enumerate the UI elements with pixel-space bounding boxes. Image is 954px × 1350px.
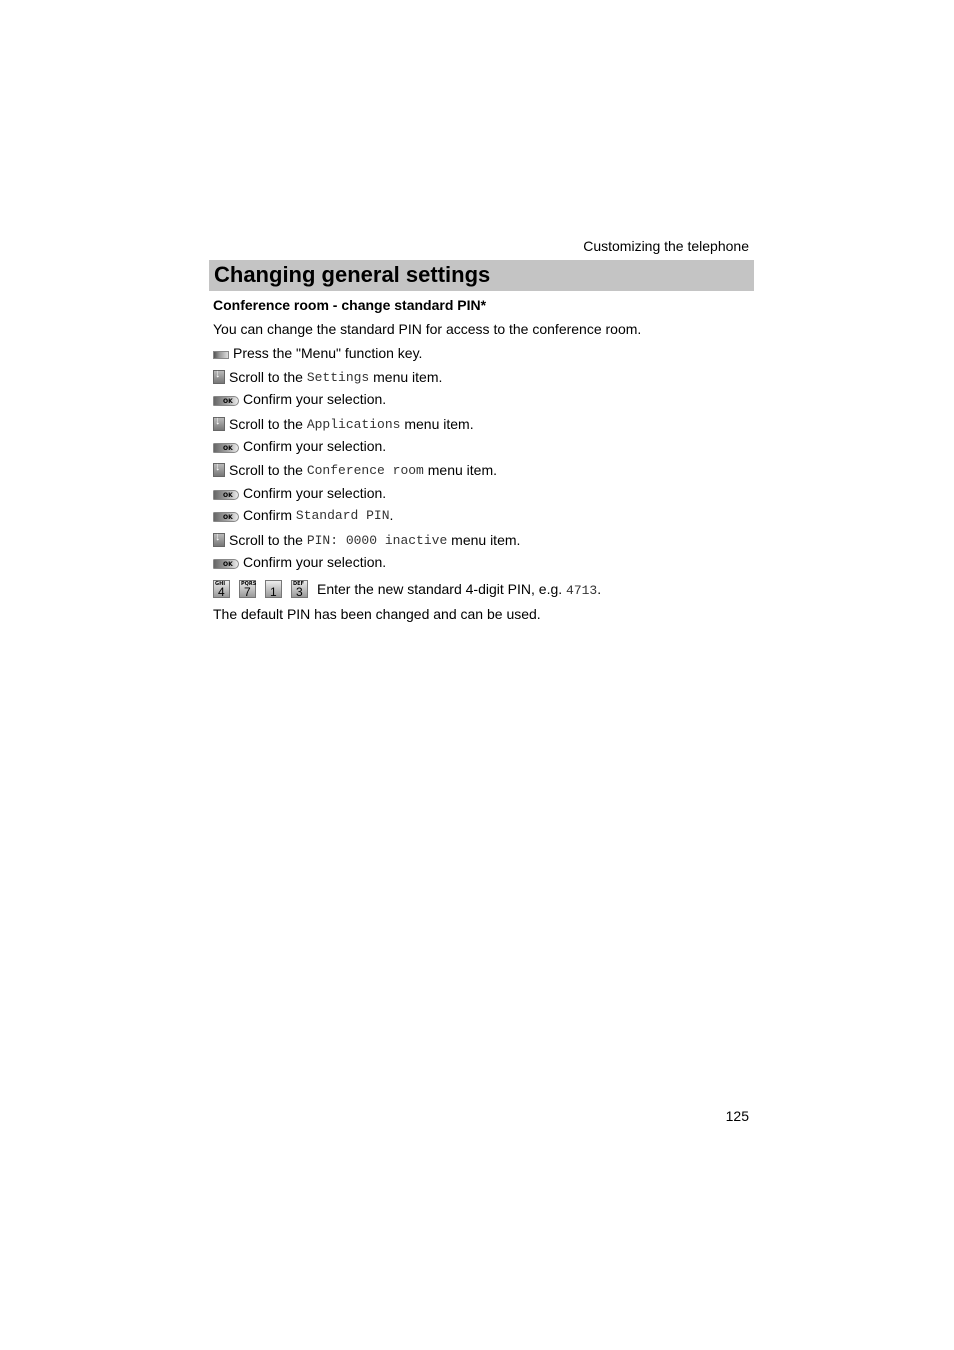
menu-item-code: Standard PIN xyxy=(295,507,390,523)
step-text: Scroll to the xyxy=(229,462,303,478)
keypad-key-icon: DEF 3 xyxy=(291,580,308,598)
step-text: menu item. xyxy=(404,416,474,432)
keypad-key-icon: PQRS 7 xyxy=(241,581,257,599)
step-text: Confirm xyxy=(243,507,293,523)
menu-item-code: Settings xyxy=(306,369,370,385)
step-text: Confirm your selection. xyxy=(243,391,387,407)
keypad-key-icon: 1 xyxy=(265,580,282,598)
section-title-bar xyxy=(209,260,754,291)
result-text: The default PIN has been changed and can be used. xyxy=(213,606,541,622)
pin-entry-row xyxy=(213,580,601,598)
menu-item-code: Conference room xyxy=(306,462,424,478)
step-text: Scroll to the xyxy=(229,532,303,548)
ok-key-icon: OK xyxy=(213,396,239,406)
ok-key-icon: OK xyxy=(213,512,239,522)
step-text: Confirm your selection. xyxy=(243,485,387,501)
step-text: menu item. xyxy=(451,532,521,548)
step-4 xyxy=(213,414,474,434)
step-text: menu item. xyxy=(373,369,443,385)
pin-example-code: 4713 xyxy=(566,583,598,598)
step-text: menu item. xyxy=(427,462,497,478)
step-text: Scroll to the xyxy=(229,369,303,385)
scroll-down-icon xyxy=(213,533,225,547)
keypad-key-icon: GHI 4 xyxy=(213,580,230,598)
scroll-down-icon xyxy=(213,370,225,384)
menu-item-code: Applications xyxy=(306,416,401,432)
step-text: . xyxy=(389,507,394,523)
ok-key-icon: OK xyxy=(213,490,239,500)
page-number: 125 xyxy=(725,1108,749,1124)
step-2 xyxy=(213,367,442,387)
step-9 xyxy=(213,530,520,550)
menu-item-code: PIN: 0000 inactive xyxy=(306,532,448,548)
ok-key-icon: OK xyxy=(213,559,239,569)
ok-key-icon: OK xyxy=(213,443,239,453)
page-title: Changing general settings xyxy=(214,262,491,287)
step-6 xyxy=(213,460,497,480)
scroll-down-icon xyxy=(213,463,225,477)
step-3 xyxy=(213,389,386,409)
subheading: Conference room - change standard PIN* xyxy=(213,297,487,313)
step-text: Scroll to the xyxy=(229,416,303,432)
running-header: Customizing the telephone xyxy=(583,238,749,254)
step-10 xyxy=(213,552,386,572)
step-text: Confirm your selection. xyxy=(243,554,387,570)
pin-entry-text: Enter the new standard 4-digit PIN, e.g. 4713. xyxy=(317,581,602,598)
intro-text: You can change the standard PIN for access to the conference room. xyxy=(213,321,642,337)
step-5 xyxy=(213,436,386,456)
step-7 xyxy=(213,483,386,503)
step-text: Press the "Menu" function key. xyxy=(233,345,423,361)
step-1 xyxy=(213,343,422,363)
menu-key-icon xyxy=(213,351,229,359)
step-8 xyxy=(213,505,393,525)
scroll-down-icon xyxy=(213,417,225,431)
step-text: Confirm your selection. xyxy=(243,438,387,454)
